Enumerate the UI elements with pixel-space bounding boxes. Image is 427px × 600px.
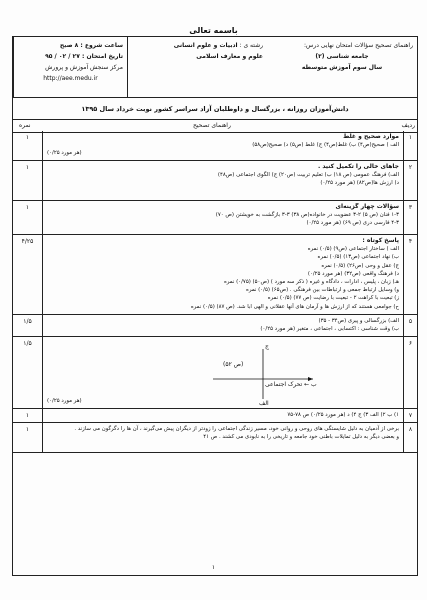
- table-row: [13, 315, 417, 337]
- diagram-top-label: ج: [265, 343, 269, 350]
- row-content: [43, 161, 403, 200]
- doc-title: راهنمای تصحیح سؤالات امتحان نهایی درس:: [303, 42, 413, 49]
- row-line: برخی از آدمیان به دلیل شایستگی های روحی و روانی خود، مسیر زندگی اجتماعی را زودتر از دیگران پیش می‌گیرند ، آن ها را دگرگون می سازند .: [74, 426, 399, 432]
- row-number: ۶: [403, 337, 417, 408]
- row-heading: جاهای خالی را تکمیل کنید .: [317, 163, 399, 170]
- row-number: ۵: [403, 315, 417, 336]
- students-line: دانش‌آموزان روزانه ، بزرگسال و داوطلبان آزاد سراسر کشور نوبت خرداد سال ۱۳۹۵: [13, 97, 417, 120]
- row-line: ب) نهاد اجتماعی (ص۱۳) (۰/۵) نمره: [317, 254, 399, 261]
- table-row: [13, 337, 417, 409]
- row-line: ح) جوامعی هستند که از ارزش ها و آرمان های آنها عقلانی و الهی ابا شد. (ص ۸۷) (۰/۵) نمره: [190, 303, 399, 310]
- row-line: الف) بزرگسالی و پیری (ص۳۴ - ۳۵): [318, 318, 399, 324]
- row-line: د) فرهنگ واقعی (ص۳۲) (هر مورد ۰/۲۵): [307, 270, 399, 277]
- field-1: ادبیات و علوم انسانی: [173, 42, 238, 49]
- diagram-score-note: (هر مورد ۰/۲۵): [47, 397, 82, 404]
- row-line: و بعضی دیگر به دلیل تمایلات باطنی خود جامعه و تاریخی را به نابودی می کشند . ص ۴۱: [203, 434, 399, 441]
- row-number: ۸: [403, 423, 417, 452]
- table-row: [13, 409, 417, 423]
- row-number: ۴: [403, 235, 417, 314]
- row-score: ۱/۵: [13, 337, 43, 408]
- row-score: ۱: [13, 409, 43, 422]
- website-link[interactable]: http://aee.medu.ir: [43, 75, 98, 82]
- mobility-diagram: [203, 343, 323, 407]
- field-label: رشته ی :: [239, 42, 263, 49]
- field-2: علوم و معارف اسلامی: [196, 53, 263, 60]
- table-row: [13, 235, 417, 315]
- row-heading: سؤالات چهار گزینه‌ای: [335, 203, 399, 210]
- row-content: [43, 315, 403, 336]
- course-name: جامعه شناسی (۲): [315, 53, 369, 60]
- row-content: [43, 235, 403, 314]
- row-line: د) ارزش ها(ص۸۲) (هر مورد ۰/۲۵): [320, 180, 399, 187]
- row-score: ۱/۵: [13, 315, 43, 336]
- row-line: الف ) صحیح(ص۴) ب) غلط(ص۴) ج) غلط (ص۵) د) صحیح(ص۵۸): [252, 142, 399, 149]
- diagram-bottom-label: الف: [259, 400, 269, 407]
- row-number: ۱: [403, 131, 417, 160]
- col-row: ردیف: [401, 122, 415, 129]
- row-line: ۱) ب ۲) الف ۳) ج ۴) د (هر مورد ۰/۲۵) ص ۷۸-۷۵: [287, 412, 399, 418]
- row-content: [43, 423, 403, 452]
- row-score: ۱: [13, 201, 43, 234]
- row-line: ز) تبعیت با کراهت ۲ - تبعیت با رضایت (ص ۷۷) (۰/۵) نمره: [267, 295, 399, 302]
- page-number: ۱: [211, 564, 216, 571]
- start-time: ساعت شروع : ۸ صبح: [59, 42, 123, 49]
- row-score: ۱: [13, 161, 43, 200]
- row-line: الف ) ساختار اجتماعی (ص۹) (۰/۵) نمره: [307, 246, 399, 253]
- row-line: ب) وقت شناسی : اکتسابی ، اجتماعی ، متغیر (هر مورد ۰/۲۵): [260, 326, 399, 333]
- row-heading: پاسخ کوتاه :: [362, 237, 399, 244]
- row-content: [43, 337, 403, 408]
- diagram-axis-label: ب ← تحرک اجتماعی: [265, 381, 317, 388]
- table-row: [13, 161, 417, 201]
- row-line: هـ) زبان ، پلیس ، ادارات ، دادگاه و غیره ( ذکر سه مورد ) (ص۵۰) (۰/۷۵) نمره: [223, 279, 399, 286]
- row-heading: موارد صحیح و غلط: [343, 133, 399, 140]
- row-content: [43, 201, 403, 234]
- page-title: باسمه تعالی: [189, 26, 238, 35]
- row-line: ۴-۳ فارسی دری (ص ۶۹) (هر مورد ۰/۲۵): [306, 220, 399, 227]
- row-line: (هر مورد ۰/۲۵): [47, 150, 82, 157]
- header-course-info: [267, 37, 417, 97]
- row-score: ۴/۲۵: [13, 235, 43, 314]
- row-line: الف) فرهنگ عمومی (ص ۱۸) ب) تعلیم تربیت (ص۲۰) ج) الگوی اجتماعی (ص۴۸): [217, 172, 399, 179]
- exam-date: تاریخ امتحان : ۲۷ / ۰۲ / ۹۵: [45, 53, 123, 60]
- col-guide: راهنمای تصحیح: [193, 122, 231, 129]
- header-time-info: [13, 37, 127, 97]
- diagram-page-ref: (ص ۵۲): [223, 361, 244, 368]
- row-content: [43, 131, 403, 160]
- row-content: [43, 409, 403, 422]
- row-score: ۱: [13, 423, 43, 452]
- row-number: ۷: [403, 409, 417, 422]
- col-score: نمره: [19, 122, 31, 129]
- row-line: ج) عقل و وحی (ص۲۶) (۰/۵) نمره: [321, 262, 399, 269]
- row-score: ۱: [13, 131, 43, 160]
- table-row: [13, 201, 417, 235]
- answer-table: [12, 36, 418, 576]
- table-row: [13, 131, 417, 161]
- mobility-axes: [203, 343, 323, 403]
- row-line: و) وسایل ارتباط جمعی و ارتباطات بین فرهنگی . (ص۶۵) (۰/۵) نمره: [246, 287, 399, 294]
- center-name: مرکز سنجش آموزش و پرورش: [45, 64, 123, 71]
- table-row: [13, 423, 417, 453]
- header-field-info: [127, 37, 267, 97]
- row-number: ۳: [403, 201, 417, 234]
- row-number: ۲: [403, 161, 417, 200]
- row-line: ۱-۳ فنان (ص ۵) ۲-۳ عضویت در خانواده(ص ۳۸) ۳-۳ بازگشت به خویشتن (ص ۷۰): [215, 212, 399, 219]
- grade-label: سال سوم آموزش متوسطه: [301, 64, 383, 71]
- header-block: [13, 37, 417, 97]
